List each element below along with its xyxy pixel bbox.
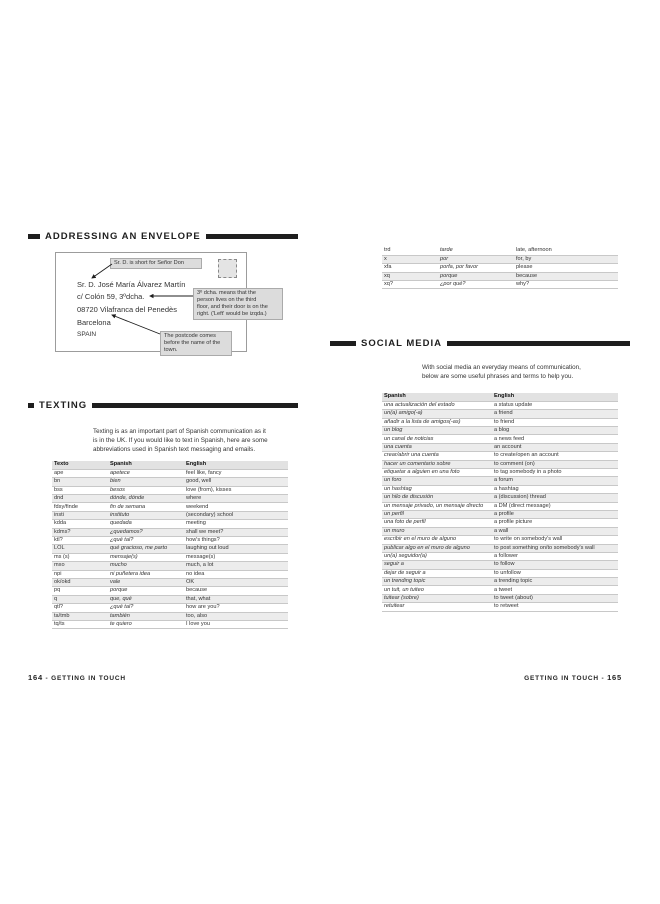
table-cell: ¿qué tal? <box>110 604 134 611</box>
texting-intro <box>93 428 293 454</box>
table-cell: tarde <box>440 247 453 254</box>
table-row <box>382 452 618 460</box>
table-cell: a profile picture <box>494 519 533 526</box>
texting-heading <box>28 400 298 411</box>
table-cell: vale <box>108 578 184 586</box>
table-row <box>382 578 618 586</box>
table-cell: for, by <box>514 255 618 263</box>
table-cell: please <box>516 264 533 271</box>
table-cell: where <box>184 495 288 503</box>
table-cell: to tweet (about) <box>492 594 618 602</box>
table-cell: to follow <box>492 561 618 569</box>
table-cell: a follower <box>494 552 518 559</box>
table-row <box>382 586 618 594</box>
table-cell: I love you <box>186 620 210 627</box>
table-cell: to create/open an account <box>494 452 559 459</box>
right-footer <box>524 673 622 682</box>
table-cell: feel like, fancy <box>186 469 222 476</box>
heading-bar <box>28 234 40 239</box>
table-cell: much, a lot <box>184 562 288 570</box>
table-row <box>52 587 288 595</box>
table-row <box>382 418 618 426</box>
envelope-heading <box>28 231 298 242</box>
table-cell: un(a) amigo(-a) <box>382 410 492 418</box>
table-cell: fdsy/finde <box>54 503 78 510</box>
table-cell: how are you? <box>186 604 220 611</box>
right-footer-section: GETTING IN TOUCH <box>524 675 599 682</box>
left-footer <box>28 673 126 682</box>
table-cell: dnd <box>52 495 108 503</box>
callout-postcode-line: town. <box>164 347 178 353</box>
table-cell: that, what <box>184 595 288 603</box>
table-cell: qtl? <box>54 604 64 611</box>
table-row <box>382 281 618 289</box>
callout-dcha-line: right. ('Left' would be izqda.) <box>197 311 267 317</box>
table-cell: a trending topic <box>492 578 618 586</box>
table-row <box>382 552 618 560</box>
table-cell: un(a) seguidor(a) <box>384 552 427 559</box>
table-cell: una actualización del estado <box>384 401 455 408</box>
table-row <box>52 537 288 545</box>
table-cell: a forum <box>492 477 618 485</box>
table-row <box>52 620 288 628</box>
table-cell: because <box>514 272 618 280</box>
footer-separator: - <box>601 675 608 682</box>
table-cell: un perfil <box>382 510 492 518</box>
left-footer-section: GETTING IN TOUCH <box>51 675 126 682</box>
table-cell: porque <box>438 272 514 280</box>
table-row <box>52 486 288 494</box>
table-cell: late, afternoon <box>516 247 552 254</box>
table-cell: meeting <box>186 520 206 527</box>
table-row <box>382 427 618 435</box>
address-line-2: c/ Colón 59, 3ºdcha. <box>77 292 145 301</box>
table-cell: qué gracioso, me parto <box>108 545 184 553</box>
column-header: Spanish <box>108 461 184 469</box>
table-row <box>52 578 288 586</box>
table-cell: laughing out loud <box>184 545 288 553</box>
table-row <box>52 528 288 536</box>
table-cell: un blog <box>382 427 492 435</box>
table-cell: un muro <box>382 527 492 535</box>
texting-intro-line: abbreviations used in Spanish text messaging and emails. <box>93 445 256 453</box>
social-media-intro-line: below are some useful phrases and terms to help you. <box>422 372 574 380</box>
callout-dcha-line: person lives on the third <box>197 297 257 303</box>
table-cell: porque <box>110 587 128 594</box>
table-row <box>382 603 618 611</box>
table-cell: pq <box>54 587 61 594</box>
table-row <box>52 545 288 553</box>
callout-dcha-line: floor, and their door is on the <box>197 304 268 310</box>
table-cell: to friend <box>494 418 515 425</box>
table-cell: to write on somebody's wall <box>494 536 563 543</box>
left-page-number: 164 <box>28 673 43 682</box>
address-line-5: SPAIN <box>77 331 97 338</box>
heading-bar <box>330 341 356 346</box>
table-cell: no idea <box>186 570 205 577</box>
table-row <box>52 612 288 620</box>
table-header-row <box>382 393 618 401</box>
table-cell: a news feed <box>494 435 525 442</box>
table-cell: escribir en el muro de alguno <box>384 536 457 543</box>
column-header: English <box>184 461 288 469</box>
envelope-title: ADDRESSING AN ENVELOPE <box>45 231 201 242</box>
table-cell: apetece <box>110 469 130 476</box>
table-cell: un hilo de discusión <box>382 494 492 502</box>
heading-bar <box>92 403 298 408</box>
table-row <box>382 485 618 493</box>
table-cell: ape <box>54 469 64 476</box>
table-cell: npi <box>54 570 62 577</box>
table-cell: love (from), kisses <box>186 486 232 493</box>
table-row <box>382 435 618 443</box>
callout-postcode <box>160 331 232 356</box>
table-cell: LOL <box>52 545 108 553</box>
table-cell: OK <box>184 578 288 586</box>
address-line-4: Barcelona <box>77 318 111 327</box>
table-cell: to post something on/to somebody's wall <box>492 544 618 552</box>
table-row <box>382 494 618 502</box>
table-cell: un trending topic <box>382 578 492 586</box>
table-row <box>382 519 618 527</box>
callout-dcha <box>193 288 283 320</box>
table-cell: te quiero <box>110 620 132 627</box>
table-cell: dónde, dónde <box>108 495 184 503</box>
table-cell: bn <box>52 478 108 486</box>
table-row <box>52 495 288 503</box>
table-cell: to retweet <box>494 603 519 610</box>
table-cell: también <box>108 612 184 620</box>
stamp-placeholder <box>218 259 237 278</box>
table-cell: kdms? <box>52 528 108 536</box>
table-cell: shall we meet? <box>184 528 288 536</box>
table-cell: good, well <box>184 478 288 486</box>
table-cell: besos <box>110 486 125 493</box>
table-cell: why? <box>516 281 530 288</box>
table-row <box>382 255 618 263</box>
table-cell: too, also <box>184 612 288 620</box>
callout-postcode-line: before the name of the <box>164 340 221 346</box>
callout-sr-d <box>110 258 202 269</box>
table-cell: mensaje(s) <box>110 553 138 560</box>
texting-intro-line: is in the UK. If you would like to text in Spanish, here are some <box>93 436 268 444</box>
table-cell: seguir a <box>382 561 492 569</box>
table-cell: hacer un comentario sobre <box>382 460 492 468</box>
table-row <box>382 594 618 602</box>
address-line-3: 08720 Vilafranca del Penedès <box>77 305 177 314</box>
table-row <box>52 469 288 477</box>
table-cell: ¿por qué? <box>440 281 466 288</box>
table-cell: bss <box>54 486 63 493</box>
table-cell: una cuenta <box>382 443 492 451</box>
table-cell: ktl? <box>54 537 63 544</box>
table-cell: tq/ts <box>54 620 65 627</box>
table-cell: añadir a la lista de amigos(-as) <box>384 418 461 425</box>
table-row <box>52 511 288 519</box>
column-header: English <box>492 393 618 401</box>
table-cell: tuitear (sobre) <box>382 594 492 602</box>
table-cell: ni puñetera idea <box>110 570 151 577</box>
table-cell: instituto <box>108 511 184 519</box>
table-cell: un mensaje privado, un mensaje directo <box>384 502 484 509</box>
table-cell: a blog <box>492 427 618 435</box>
table-cell: xq <box>382 272 438 280</box>
texting-table <box>52 461 288 629</box>
table-row <box>382 477 618 485</box>
table-cell: un tuit, un tuiteo <box>384 586 424 593</box>
table-cell: un hashtag <box>384 485 412 492</box>
table-cell: un canal de noticias <box>384 435 434 442</box>
table-row <box>52 503 288 511</box>
table-cell: message(s) <box>186 553 216 560</box>
table-cell: to comment (on) <box>492 460 618 468</box>
heading-bar <box>206 234 298 239</box>
social-media-heading <box>330 338 630 349</box>
table-cell: bien <box>108 478 184 486</box>
table-cell: weekend <box>186 503 209 510</box>
table-cell: una foto de perfil <box>384 519 426 526</box>
callout-sr-d-text: Sr. D. is short for Señor Don <box>114 260 184 266</box>
table-row <box>382 264 618 272</box>
table-cell: kdda <box>54 520 67 527</box>
table-cell: publicar algo en el muro de alguno <box>382 544 492 552</box>
table-row <box>382 502 618 510</box>
table-row <box>52 520 288 528</box>
table-cell: a (discussion) thread <box>492 494 618 502</box>
table-row <box>382 544 618 552</box>
table-cell: because <box>186 587 208 594</box>
table-row <box>382 569 618 577</box>
social-media-intro-line: With social media an everyday means of communication, <box>422 364 581 371</box>
table-cell: an account <box>492 443 618 451</box>
table-cell: mucho <box>108 562 184 570</box>
table-cell: porfa, por favor <box>440 264 478 271</box>
table-cell: por <box>438 255 514 263</box>
table-cell: un foro <box>382 477 492 485</box>
table-row <box>52 562 288 570</box>
table-cell: how's things? <box>186 537 220 544</box>
table-cell: (secondary) school <box>184 511 288 519</box>
table-cell: ¿qué tal? <box>110 537 134 544</box>
table-cell: a profile <box>492 510 618 518</box>
social-media-table <box>382 393 618 612</box>
table-row <box>52 478 288 486</box>
heading-bar <box>447 341 630 346</box>
table-cell: que, qué <box>108 595 184 603</box>
table-cell: a wall <box>492 527 618 535</box>
table-cell: ok/okd <box>52 578 108 586</box>
table-cell: a hashtag <box>494 485 519 492</box>
table-cell: ms (s) <box>54 553 70 560</box>
table-cell: ¿quedamos? <box>108 528 184 536</box>
table-header-row <box>52 461 288 469</box>
table-row <box>382 410 618 418</box>
table-cell: x <box>382 255 438 263</box>
texting-intro-line: Texting is as an important part of Spanish communication as it <box>93 428 266 435</box>
table-row <box>382 536 618 544</box>
texting-title: TEXTING <box>39 400 88 411</box>
table-cell: to tag somebody in a photo <box>494 469 562 476</box>
table-cell: etiquetar a alguien en una foto <box>384 469 460 476</box>
table-row <box>382 443 618 451</box>
table-row <box>52 604 288 612</box>
table-cell: a DM (direct message) <box>494 502 551 509</box>
social-media-intro <box>422 364 622 382</box>
table-cell: q <box>52 595 108 603</box>
table-row <box>382 460 618 468</box>
table-row <box>382 510 618 518</box>
table-row <box>382 247 618 255</box>
table-cell: to unfollow <box>494 569 521 576</box>
table-row <box>382 401 618 409</box>
table-cell: crear/abrir una cuenta <box>384 452 439 459</box>
table-cell: retuitear <box>384 603 405 610</box>
address-line-1: Sr. D. José María Álvarez Martín <box>77 280 186 289</box>
table-cell: xfa <box>384 264 392 271</box>
table-row <box>52 553 288 561</box>
table-cell: a status update <box>494 401 533 408</box>
table-cell: a tweet <box>494 586 513 593</box>
texting-table-continued <box>382 247 618 289</box>
footer-separator: - <box>45 675 52 682</box>
table-cell: xq? <box>384 281 394 288</box>
table-row <box>52 570 288 578</box>
table-cell: ta/tmb <box>52 612 108 620</box>
table-row <box>52 595 288 603</box>
callout-dcha-line: 3º dcha. means that the <box>197 290 256 296</box>
column-header: Spanish <box>382 393 492 401</box>
table-row <box>382 527 618 535</box>
table-cell: a friend <box>492 410 618 418</box>
social-media-title: SOCIAL MEDIA <box>361 338 442 349</box>
table-row <box>382 561 618 569</box>
table-cell: insti <box>52 511 108 519</box>
table-row <box>382 272 618 280</box>
table-row <box>382 469 618 477</box>
callout-postcode-line: The postcode comes <box>164 333 216 339</box>
table-cell: fin de semana <box>110 503 146 510</box>
column-header: Texto <box>52 461 108 469</box>
table-cell: trd <box>384 247 391 254</box>
table-cell: mxo <box>52 562 108 570</box>
right-page-number: 165 <box>607 673 622 682</box>
table-cell: dejar de seguir a <box>384 569 426 576</box>
table-cell: quedada <box>110 520 132 527</box>
